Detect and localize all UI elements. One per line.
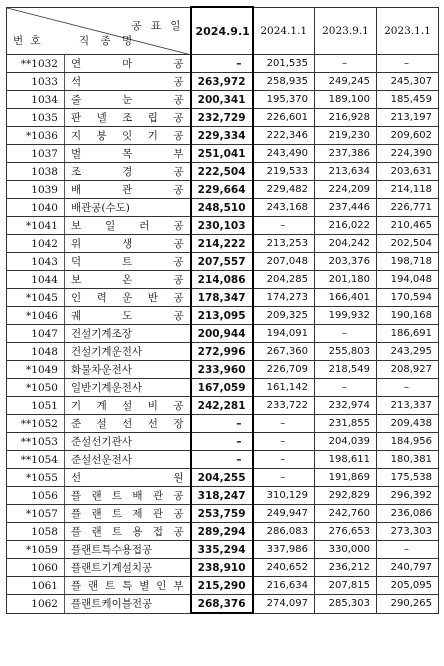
- wage-value-col-1: 226,709: [253, 361, 315, 379]
- wage-value-col-0: 204,255: [191, 469, 253, 487]
- column-header-2024-1-1: 2024.1.1: [253, 7, 315, 55]
- job-name: 플 랜 트 제 관 공: [65, 505, 191, 523]
- wage-value-col-3: 224,390: [377, 145, 439, 163]
- job-code: 1051: [7, 397, 65, 415]
- wage-value-col-0: 200,341: [191, 91, 253, 109]
- wage-value-col-0: 272,996: [191, 343, 253, 361]
- job-code: 1043: [7, 253, 65, 271]
- table-row: [7, 433, 439, 451]
- job-code: 1061: [7, 577, 65, 595]
- job-code: *1049: [7, 361, 65, 379]
- wage-value-col-1: –: [253, 217, 315, 235]
- wage-value-col-2: 189,100: [315, 91, 377, 109]
- wage-value-col-1: 207,048: [253, 253, 315, 271]
- wage-value-col-1: 229,482: [253, 181, 315, 199]
- table-row: [7, 361, 439, 379]
- wage-value-col-1: 267,360: [253, 343, 315, 361]
- wage-value-col-0: 229,334: [191, 127, 253, 145]
- wage-value-col-0: 167,059: [191, 379, 253, 397]
- wage-value-col-0: 214,222: [191, 235, 253, 253]
- job-code: 1039: [7, 181, 65, 199]
- job-name: 건설기계운전사: [65, 343, 191, 361]
- job-name: 플랜트케이블전공: [65, 595, 191, 614]
- table-row: [7, 163, 439, 181]
- table-row: [7, 469, 439, 487]
- table-row: [7, 55, 439, 73]
- wage-value-col-1: 222,346: [253, 127, 315, 145]
- wage-value-col-0: 263,972: [191, 73, 253, 91]
- table-row: [7, 109, 439, 127]
- job-name: 보 온 공: [65, 271, 191, 289]
- wage-value-col-0: 242,281: [191, 397, 253, 415]
- wage-value-col-3: –: [377, 541, 439, 559]
- job-code: 1033: [7, 73, 65, 91]
- wage-value-col-3: 240,797: [377, 559, 439, 577]
- table-row: [7, 307, 439, 325]
- wage-value-col-0: 268,376: [191, 595, 253, 614]
- job-code: *1046: [7, 307, 65, 325]
- job-name: 지 붕 잇 기 공: [65, 127, 191, 145]
- wage-value-col-3: 209,438: [377, 415, 439, 433]
- wage-value-col-1: 258,935: [253, 73, 315, 91]
- wage-value-col-1: 286,083: [253, 523, 315, 541]
- wage-value-col-1: 310,129: [253, 487, 315, 505]
- wage-value-col-1: 249,947: [253, 505, 315, 523]
- wage-value-col-1: 213,253: [253, 235, 315, 253]
- table-row: [7, 145, 439, 163]
- wage-value-col-1: –: [253, 415, 315, 433]
- job-name: 인 력 운 반 공: [65, 289, 191, 307]
- table-row: [7, 451, 439, 469]
- wage-value-col-1: 240,652: [253, 559, 315, 577]
- job-code: *1059: [7, 541, 65, 559]
- wage-value-col-2: 232,974: [315, 397, 377, 415]
- wage-value-col-1: 201,535: [253, 55, 315, 73]
- wage-value-col-2: 204,242: [315, 235, 377, 253]
- wage-value-col-3: 202,504: [377, 235, 439, 253]
- no-label: 번 호: [13, 35, 43, 47]
- wage-value-col-1: –: [253, 451, 315, 469]
- table-body: [7, 55, 439, 614]
- column-header-2023-1-1: 2023.1.1: [377, 7, 439, 55]
- job-name: 일반기계운전사: [65, 379, 191, 397]
- wage-value-col-3: 203,631: [377, 163, 439, 181]
- wage-value-col-3: 214,118: [377, 181, 439, 199]
- wage-value-col-0: 207,557: [191, 253, 253, 271]
- wage-value-col-2: 237,446: [315, 199, 377, 217]
- wage-value-col-3: 180,381: [377, 451, 439, 469]
- table-row: [7, 595, 439, 614]
- wage-value-col-3: 290,265: [377, 595, 439, 614]
- job-code: 1037: [7, 145, 65, 163]
- table-row: [7, 325, 439, 343]
- table-row: [7, 73, 439, 91]
- wage-value-col-0: 289,294: [191, 523, 253, 541]
- wage-value-col-3: 209,602: [377, 127, 439, 145]
- wage-value-col-2: 255,803: [315, 343, 377, 361]
- job-code: 1060: [7, 559, 65, 577]
- table-row: [7, 343, 439, 361]
- wage-value-col-2: –: [315, 55, 377, 73]
- job-name: 플랜트특수용접공: [65, 541, 191, 559]
- wage-value-col-3: 236,086: [377, 505, 439, 523]
- job-code: 1042: [7, 235, 65, 253]
- table-row: [7, 415, 439, 433]
- wage-value-col-1: 243,490: [253, 145, 315, 163]
- table-row: [7, 397, 439, 415]
- job-name: 준 설 선 선 장: [65, 415, 191, 433]
- wage-value-col-3: 243,295: [377, 343, 439, 361]
- job-name: 줄 눈 공: [65, 91, 191, 109]
- wage-value-col-2: 201,180: [315, 271, 377, 289]
- table-row: [7, 577, 439, 595]
- wage-value-col-0: –: [191, 415, 253, 433]
- job-name: 배 관 공: [65, 181, 191, 199]
- wage-value-col-2: 285,303: [315, 595, 377, 614]
- wage-value-col-3: 175,538: [377, 469, 439, 487]
- wage-value-col-0: –: [191, 55, 253, 73]
- wage-value-col-3: 205,095: [377, 577, 439, 595]
- job-name: 연 마 공: [65, 55, 191, 73]
- wage-value-col-1: 209,325: [253, 307, 315, 325]
- wage-value-col-1: 161,142: [253, 379, 315, 397]
- job-code: 1062: [7, 595, 65, 614]
- wage-value-col-3: 226,771: [377, 199, 439, 217]
- job-name: 조 경 공: [65, 163, 191, 181]
- wage-value-col-3: 170,594: [377, 289, 439, 307]
- wage-value-col-2: 330,000: [315, 541, 377, 559]
- job-code: 1048: [7, 343, 65, 361]
- wage-value-col-2: 249,245: [315, 73, 377, 91]
- table-row: [7, 181, 439, 199]
- job-code: **1053: [7, 433, 65, 451]
- job-label: 직 종 명: [79, 35, 137, 47]
- wage-value-col-2: 231,855: [315, 415, 377, 433]
- job-code: *1055: [7, 469, 65, 487]
- job-name: 준설선운전사: [65, 451, 191, 469]
- table-row: [7, 127, 439, 145]
- table-row: [7, 235, 439, 253]
- column-header-2024-9-1: 2024.9.1: [191, 7, 253, 55]
- wage-value-col-0: –: [191, 433, 253, 451]
- wage-value-col-0: 178,347: [191, 289, 253, 307]
- table-row: [7, 199, 439, 217]
- wage-value-col-0: 248,510: [191, 199, 253, 217]
- table-row: [7, 559, 439, 577]
- table-row: [7, 379, 439, 397]
- wage-value-col-1: 216,634: [253, 577, 315, 595]
- wage-value-col-1: 233,722: [253, 397, 315, 415]
- wage-value-col-0: 318,247: [191, 487, 253, 505]
- wage-value-col-1: 195,370: [253, 91, 315, 109]
- job-code: 1040: [7, 199, 65, 217]
- wage-value-col-3: –: [377, 379, 439, 397]
- table-row: [7, 505, 439, 523]
- wage-value-col-1: 337,986: [253, 541, 315, 559]
- wage-value-col-1: –: [253, 469, 315, 487]
- wage-value-col-0: 335,294: [191, 541, 253, 559]
- job-name: 플랜트기계설치공: [65, 559, 191, 577]
- wage-value-col-2: 218,549: [315, 361, 377, 379]
- wage-value-col-0: 229,664: [191, 181, 253, 199]
- wage-value-col-2: 199,932: [315, 307, 377, 325]
- wage-value-col-0: 232,729: [191, 109, 253, 127]
- wage-value-col-0: –: [191, 451, 253, 469]
- job-code: *1041: [7, 217, 65, 235]
- wage-value-col-0: 251,041: [191, 145, 253, 163]
- column-header-2023-9-1: 2023.9.1: [315, 7, 377, 55]
- job-name: 벌 목 부: [65, 145, 191, 163]
- wage-value-col-1: 174,273: [253, 289, 315, 307]
- job-name: 석 공: [65, 73, 191, 91]
- job-code: 1044: [7, 271, 65, 289]
- wage-value-col-0: 233,960: [191, 361, 253, 379]
- wage-value-col-3: 273,303: [377, 523, 439, 541]
- job-code: **1054: [7, 451, 65, 469]
- wage-value-col-2: 198,611: [315, 451, 377, 469]
- wage-value-col-1: –: [253, 433, 315, 451]
- table-row: [7, 289, 439, 307]
- job-name: 덕 트 공: [65, 253, 191, 271]
- wage-value-col-3: 194,048: [377, 271, 439, 289]
- job-code: *1057: [7, 505, 65, 523]
- wage-value-col-2: 166,401: [315, 289, 377, 307]
- wage-value-col-2: 216,928: [315, 109, 377, 127]
- date-label: 공 표 일: [131, 19, 184, 32]
- wage-value-col-1: 243,168: [253, 199, 315, 217]
- wage-value-col-2: 219,230: [315, 127, 377, 145]
- table-row: [7, 253, 439, 271]
- wage-value-col-3: 198,718: [377, 253, 439, 271]
- job-name: 플 랜 트 특 별 인 부: [65, 577, 191, 595]
- job-name: 플 랜 트 배 관 공: [65, 487, 191, 505]
- wage-value-col-3: –: [377, 55, 439, 73]
- wage-value-col-2: 242,760: [315, 505, 377, 523]
- wage-value-col-3: 296,392: [377, 487, 439, 505]
- wage-value-col-2: 204,039: [315, 433, 377, 451]
- wage-value-col-3: 185,459: [377, 91, 439, 109]
- wage-value-col-3: 190,168: [377, 307, 439, 325]
- wage-value-col-2: 292,829: [315, 487, 377, 505]
- wage-table: [6, 6, 439, 614]
- job-code: *1036: [7, 127, 65, 145]
- wage-value-col-3: 186,691: [377, 325, 439, 343]
- job-name: 건설기계조장: [65, 325, 191, 343]
- wage-table-container: [6, 6, 438, 614]
- wage-value-col-0: 215,290: [191, 577, 253, 595]
- wage-value-col-2: 224,209: [315, 181, 377, 199]
- job-name: 보 일 러 공: [65, 217, 191, 235]
- job-name: 궤 도 공: [65, 307, 191, 325]
- job-code: 1034: [7, 91, 65, 109]
- wage-value-col-1: 204,285: [253, 271, 315, 289]
- wage-value-col-3: 184,956: [377, 433, 439, 451]
- wage-value-col-1: 274,097: [253, 595, 315, 614]
- wage-value-col-1: 194,091: [253, 325, 315, 343]
- wage-value-col-1: 219,533: [253, 163, 315, 181]
- wage-value-col-3: 213,337: [377, 397, 439, 415]
- job-code: 1038: [7, 163, 65, 181]
- wage-value-col-3: 210,465: [377, 217, 439, 235]
- wage-value-col-3: 208,927: [377, 361, 439, 379]
- table-row: [7, 217, 439, 235]
- job-code: **1032: [7, 55, 65, 73]
- job-code: **1052: [7, 415, 65, 433]
- job-code: *1045: [7, 289, 65, 307]
- wage-value-col-0: 222,504: [191, 163, 253, 181]
- wage-value-col-2: 237,386: [315, 145, 377, 163]
- job-name: 위 생 공: [65, 235, 191, 253]
- job-name: 준설선기관사: [65, 433, 191, 451]
- wage-value-col-0: 238,910: [191, 559, 253, 577]
- wage-value-col-0: 213,095: [191, 307, 253, 325]
- wage-value-col-1: 226,601: [253, 109, 315, 127]
- job-name: 화물차운전사: [65, 361, 191, 379]
- header-row: [7, 7, 439, 55]
- wage-value-col-3: 245,307: [377, 73, 439, 91]
- wage-value-col-0: 230,103: [191, 217, 253, 235]
- wage-value-col-2: 203,376: [315, 253, 377, 271]
- wage-value-col-2: 213,634: [315, 163, 377, 181]
- wage-value-col-0: 200,944: [191, 325, 253, 343]
- table-row: [7, 523, 439, 541]
- wage-value-col-2: 236,212: [315, 559, 377, 577]
- job-code: 1035: [7, 109, 65, 127]
- job-name: 배관공(수도): [65, 199, 191, 217]
- table-row: [7, 91, 439, 109]
- wage-value-col-2: 276,653: [315, 523, 377, 541]
- table-row: [7, 487, 439, 505]
- job-name: 판 넬 조 립 공: [65, 109, 191, 127]
- job-name: 플 랜 트 용 접 공: [65, 523, 191, 541]
- job-name: 기 계 설 비 공: [65, 397, 191, 415]
- job-code: *1050: [7, 379, 65, 397]
- job-code: 1056: [7, 487, 65, 505]
- job-code: 1047: [7, 325, 65, 343]
- wage-value-col-2: 207,815: [315, 577, 377, 595]
- wage-value-col-2: 216,022: [315, 217, 377, 235]
- job-code: 1058: [7, 523, 65, 541]
- wage-value-col-3: 213,197: [377, 109, 439, 127]
- wage-value-col-0: 214,086: [191, 271, 253, 289]
- header-corner-cell: [7, 7, 191, 55]
- wage-value-col-0: 253,759: [191, 505, 253, 523]
- wage-value-col-2: –: [315, 379, 377, 397]
- table-row: [7, 541, 439, 559]
- table-row: [7, 271, 439, 289]
- job-name: 선 원: [65, 469, 191, 487]
- wage-value-col-2: –: [315, 325, 377, 343]
- wage-value-col-2: 191,869: [315, 469, 377, 487]
